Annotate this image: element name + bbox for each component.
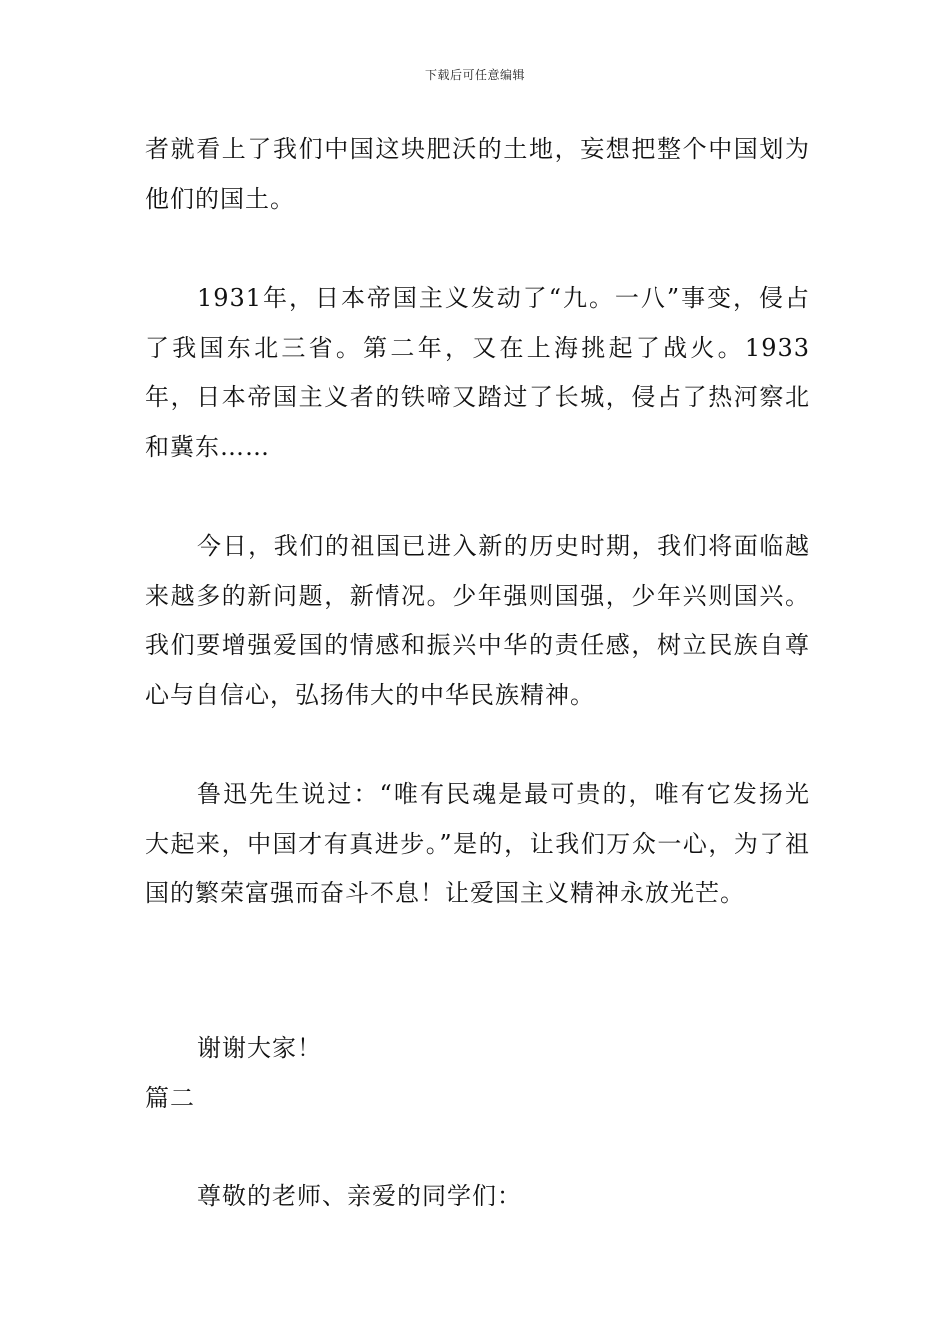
- paragraph-today: 今日，我们的祖国已进入新的历史时期，我们将面临越来越多的新问题，新情况。少年强则国强，少年兴则国兴。我们要增强爱国的情感和振兴中华的责任感，树立民族自尊心与自信心，弘扬伟大的中华民族精神。: [145, 532, 810, 709]
- paragraph-continuation: 者就看上了我们中国这块肥沃的土地，妄想把整个中国划为他们的国土。: [145, 135, 810, 213]
- section-heading: 篇二: [145, 1084, 195, 1112]
- paragraph-history: 1931年，日本帝国主义发动了“九。一八”事变，侵占了我国东北三省。第二年，又在上海挑起了战火。1933年，日本帝国主义者的铁啼又踏过了长城，侵占了热河察北和冀东……: [145, 284, 810, 461]
- paragraph-thanks: 谢谢大家！: [197, 1034, 322, 1062]
- paragraph-salutation: 尊敬的老师、亲爱的同学们：: [197, 1182, 522, 1210]
- page-header: 下载后可任意编辑: [424, 68, 525, 82]
- paragraph-luxun-quote: 鲁迅先生说过：“唯有民魂是最可贵的，唯有它发扬光大起来，中国才有真进步。”是的，让我们万众一心，为了祖国的繁荣富强而奋斗不息！让爱国主义精神永放光芒。: [145, 780, 810, 907]
